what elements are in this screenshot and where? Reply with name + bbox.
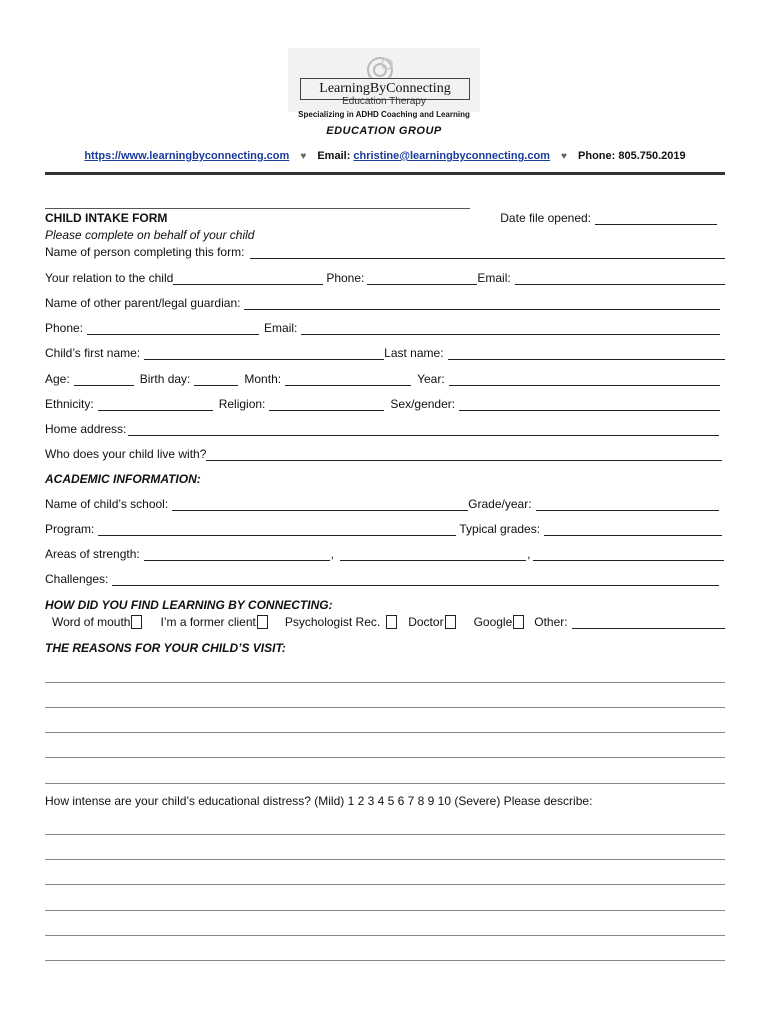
challenges-row (45, 572, 725, 586)
option-psychologist: Psychologist Rec. (284, 615, 381, 629)
tagline: Specializing in ADHD Coaching and Learning (298, 110, 470, 119)
contact-line (30, 150, 740, 162)
reasons-line[interactable] (45, 757, 725, 758)
address-field[interactable] (128, 423, 719, 436)
title-row (45, 211, 725, 225)
other-parent-label: Name of other parent/legal guardian: (45, 296, 241, 310)
describe-line[interactable] (45, 884, 725, 885)
other-field[interactable] (572, 616, 725, 629)
grade-field[interactable] (536, 498, 719, 511)
relation-field[interactable] (173, 272, 323, 285)
last-name-field[interactable] (448, 347, 725, 360)
relation-row (45, 271, 725, 285)
phone-email-row (45, 321, 725, 335)
heart-icon: ♥ (561, 151, 567, 162)
reasons-heading: THE REASONS FOR YOUR CHILD’S VISIT: (45, 641, 286, 655)
lives-with-field[interactable] (206, 448, 722, 461)
typical-grades-label: Typical grades: (459, 522, 541, 536)
option-google: Google (473, 615, 513, 629)
age-field[interactable] (74, 373, 134, 386)
checkbox-google[interactable] (513, 615, 524, 629)
school-field[interactable] (172, 498, 468, 511)
ethnicity-field[interactable] (98, 398, 213, 411)
reasons-line[interactable] (45, 707, 725, 708)
checkbox-doctor[interactable] (445, 615, 456, 629)
form-title: CHILD INTAKE FORM (45, 211, 168, 225)
completer-label: Name of person completing this form: (45, 245, 245, 259)
email-label: Email: (264, 321, 298, 335)
phone-label: Phone: (45, 321, 84, 335)
program-field[interactable] (98, 523, 456, 536)
option-doctor: Doctor (408, 615, 444, 629)
lives-with-label: Who does your child live with? (45, 447, 207, 461)
strengths-label: Areas of strength: (45, 547, 140, 561)
relation-label: Your relation to the child (45, 271, 174, 285)
month-field[interactable] (285, 373, 411, 386)
first-name-label: Child’s first name: (45, 346, 141, 360)
checkbox-word-of-mouth[interactable] (131, 615, 142, 629)
other-parent-row (45, 296, 725, 310)
birthday-label: Birth day: (139, 372, 191, 386)
email-label: Email: (477, 271, 511, 285)
ethnicity-label: Ethnicity: (45, 397, 94, 411)
found-heading: HOW DID YOU FIND LEARNING BY CONNECTING: (45, 598, 333, 612)
date-opened-field[interactable] (595, 212, 717, 225)
email-label: Email: (317, 150, 351, 162)
found-options-row (52, 615, 725, 629)
email-link[interactable]: christine@learningbyconnecting.com (353, 150, 550, 162)
form-subtitle: Please complete on behalf of your child (45, 228, 255, 242)
completer-row (45, 245, 725, 259)
other-parent-field[interactable] (244, 297, 720, 310)
reasons-line[interactable] (45, 682, 725, 683)
email-field[interactable] (515, 272, 725, 285)
phone-field[interactable] (367, 272, 477, 285)
school-row (45, 497, 725, 511)
email-field[interactable] (301, 322, 720, 335)
phone-label: Phone: (326, 271, 365, 285)
header-divider (45, 172, 725, 175)
checkbox-former-client[interactable] (257, 615, 268, 629)
grade-label: Grade/year: (468, 497, 532, 511)
address-label: Home address: (45, 422, 127, 436)
date-opened-label: Date file opened: (500, 211, 591, 225)
school-label: Name of child’s school: (45, 497, 169, 511)
typical-grades-field[interactable] (544, 523, 722, 536)
age-label: Age: (45, 372, 70, 386)
title-divider (45, 208, 470, 209)
year-label: Year: (417, 372, 445, 386)
strength-field-2[interactable] (340, 548, 526, 561)
strength-field-1[interactable] (144, 548, 330, 561)
describe-line[interactable] (45, 834, 725, 835)
checkbox-psychologist[interactable] (386, 615, 397, 629)
option-word-of-mouth: Word of mouth (52, 615, 131, 629)
comma: , (527, 547, 531, 561)
logo-subtitle: Education Therapy (342, 96, 426, 107)
phone-field[interactable] (87, 322, 259, 335)
describe-line[interactable] (45, 910, 725, 911)
academic-heading: ACADEMIC INFORMATION: (45, 472, 201, 486)
heart-icon: ♥ (300, 151, 307, 162)
sex-label: Sex/gender: (390, 397, 456, 411)
completer-field[interactable] (250, 246, 725, 259)
describe-line[interactable] (45, 935, 725, 936)
website-link[interactable]: https://www.learningbyconnecting.com (84, 150, 290, 162)
lives-with-row (45, 447, 725, 461)
month-label: Month: (244, 372, 282, 386)
strengths-row (45, 547, 725, 561)
other-label: Other: (534, 615, 568, 629)
distress-question: How intense are your child’s educational distress? (Mild) 1 2 3 4 5 6 7 8 9 10 (Severe) Please describe: (45, 794, 593, 808)
comma: , (330, 547, 335, 561)
religion-label: Religion: (218, 397, 266, 411)
first-name-field[interactable] (144, 347, 384, 360)
group-name: EDUCATION GROUP (326, 125, 442, 137)
challenges-label: Challenges: (45, 572, 109, 586)
year-field[interactable] (449, 373, 720, 386)
strength-field-3[interactable] (533, 548, 724, 561)
challenges-field[interactable] (112, 573, 719, 586)
describe-line[interactable] (45, 859, 725, 860)
reasons-line[interactable] (45, 783, 725, 784)
reasons-line[interactable] (45, 732, 725, 733)
logo-title: LearningByConnecting (300, 78, 470, 100)
name-row (45, 346, 725, 360)
describe-line[interactable] (45, 960, 725, 961)
religion-field[interactable] (269, 398, 384, 411)
program-row (45, 522, 725, 536)
program-label: Program: (45, 522, 95, 536)
birthday-field[interactable] (194, 373, 238, 386)
last-name-label: Last name: (384, 346, 444, 360)
phone-text: Phone: 805.750.2019 (578, 150, 686, 162)
ethnicity-row (45, 397, 725, 411)
option-former-client: I’m a former client (160, 615, 256, 629)
age-row (45, 372, 725, 386)
address-row (45, 422, 725, 436)
sex-field[interactable] (459, 398, 720, 411)
